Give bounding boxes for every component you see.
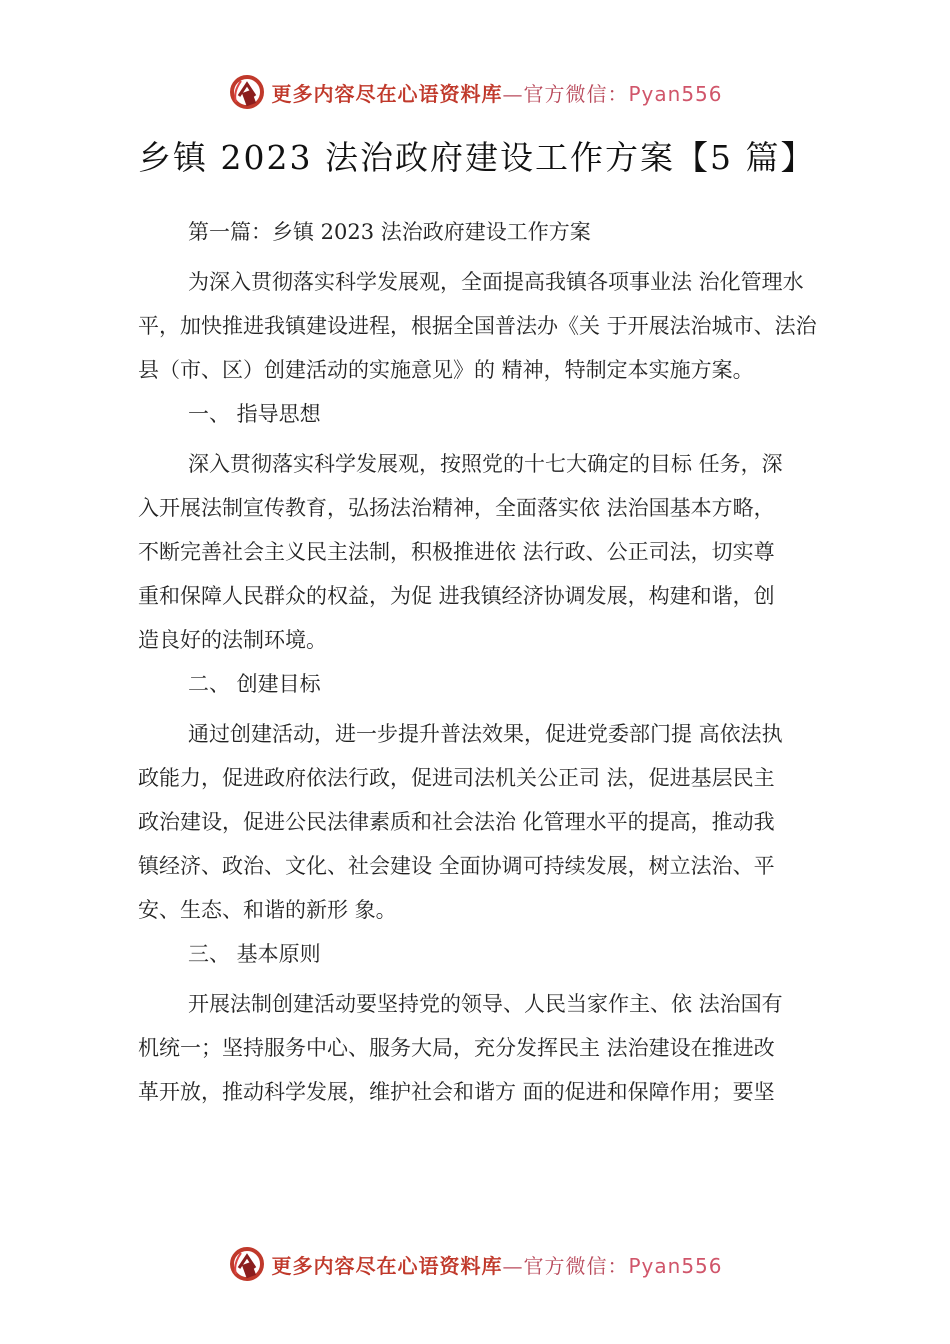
banner-main-text: 更多内容尽在心语资料库	[271, 81, 503, 106]
section-subtitle: 第一篇：乡镇 2023 法治政府建设工作方案	[188, 220, 591, 244]
paragraph-line: 不断完善社会主义民主法制，积极推进依 法行政、公正司法，切实尊	[138, 540, 775, 564]
paragraph-line: 政治建设，促进公民法律素质和社会法治 化管理水平的提高，推动我	[138, 810, 775, 834]
banner-sub-text: —官方微信：	[502, 81, 629, 106]
banner-wechat-id: Pyan556	[628, 1253, 723, 1278]
footer-banner	[0, 1244, 950, 1284]
paragraph-line: 革开放，推动科学发展，维护社会和谐方 面的促进和保障作用；要坚	[138, 1080, 775, 1104]
paragraph-line: 安、生态、和谐的新形 象。	[138, 898, 397, 922]
header-banner	[0, 72, 950, 112]
paragraph-line: 开展法制创建活动要坚持党的领导、人民当家作主、依 法治国有	[188, 992, 783, 1016]
paragraph-line: 深入贯彻落实科学发展观，按照党的十七大确定的目标 任务，深	[188, 452, 783, 476]
paragraph-line: 入开展法制宣传教育，弘扬法治精神，全面落实依 法治国基本方略，	[138, 496, 775, 520]
banner-text	[271, 78, 722, 107]
paragraph-line: 造良好的法制环境。	[138, 628, 327, 652]
brand-logo-icon	[227, 1244, 267, 1284]
paragraph-line: 平，加快推进我镇建设进程，根据全国普法办《关 于开展法治城市、法治	[138, 314, 817, 338]
section-heading: 二、 创建目标	[188, 672, 321, 696]
brand-logo-icon	[227, 72, 267, 112]
paragraph-line: 重和保障人民群众的权益，为促 进我镇经济协调发展，构建和谐，创	[138, 584, 775, 608]
paragraph-line: 机统一；坚持服务中心、服务大局，充分发挥民主 法治建设在推进改	[138, 1036, 775, 1060]
banner-wechat-id: Pyan556	[628, 81, 723, 106]
section-heading: 一、 指导思想	[188, 402, 321, 426]
paragraph-line: 镇经济、政治、文化、社会建设 全面协调可持续发展，树立法治、平	[138, 854, 775, 878]
paragraph-line: 县（市、区）创建活动的实施意见》的 精神，特制定本实施方案。	[138, 358, 754, 382]
banner-text	[271, 1250, 722, 1279]
paragraph-line: 通过创建活动，进一步提升普法效果，促进党委部门提 高依法执	[188, 722, 783, 746]
paragraph-line: 政能力，促进政府依法行政，促进司法机关公正司 法，促进基层民主	[138, 766, 775, 790]
paragraph-line: 为深入贯彻落实科学发展观，全面提高我镇各项事业法 治化管理水	[188, 270, 804, 294]
banner-sub-text: —官方微信：	[502, 1253, 629, 1278]
banner-main-text: 更多内容尽在心语资料库	[271, 1253, 503, 1278]
document-title: 乡镇 2023 法治政府建设工作方案【5 篇】	[138, 138, 816, 177]
section-heading: 三、 基本原则	[188, 942, 321, 966]
